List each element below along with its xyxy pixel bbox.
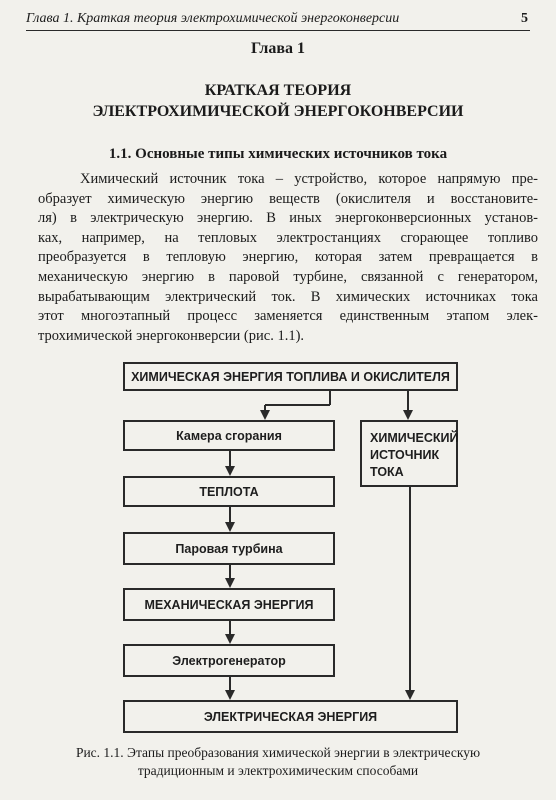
side-box-line-3: ТОКА bbox=[370, 465, 404, 479]
top-box-chemical-energy: ХИМИЧЕСКАЯ ЭНЕРГИЯ ТОПЛИВА И ОКИСЛИТЕЛЯ bbox=[123, 362, 458, 391]
paragraph-line: образует химическую энергию веществ (окислителя и восстановите- bbox=[38, 190, 538, 207]
side-box-line-1: ХИМИЧЕСКИЙ bbox=[370, 431, 459, 445]
section-heading: 1.1. Основные типы химических источников тока bbox=[108, 146, 448, 162]
side-box-line-2: ИСТОЧНИК bbox=[370, 448, 440, 462]
side-box-chemical-source bbox=[360, 420, 458, 487]
chapter-label: Глава 1 bbox=[251, 40, 305, 57]
step-combustion-chamber: Камера сгорания bbox=[123, 420, 335, 451]
paragraph-line: механическую энергию в паровой турбине, связанной с генератором, bbox=[38, 268, 538, 285]
figure-caption bbox=[0, 744, 556, 780]
chapter-title-line-2: ЭЛЕКТРОХИМИЧЕСКОЙ ЭНЕРГОКОНВЕРСИИ bbox=[92, 103, 464, 120]
bottom-box-electric-energy: ЭЛЕКТРИЧЕСКАЯ ЭНЕРГИЯ bbox=[123, 700, 458, 733]
caption-line-2: традиционным и электрохимическим способами bbox=[137, 763, 419, 778]
paragraph-line: преобразуется в тепловую энергию, которая затем превращается в bbox=[38, 249, 538, 266]
chapter-title-line-1: КРАТКАЯ ТЕОРИЯ bbox=[204, 82, 352, 99]
running-head-title: Глава 1. Краткая теория электрохимической энергоконверсии bbox=[26, 11, 400, 26]
step-steam-turbine: Паровая турбина bbox=[123, 532, 335, 565]
paragraph-line: вырабатывающим электрический ток. В химических источниках тока bbox=[38, 288, 538, 305]
paragraph-line: трохимической энергоконверсии (рис. 1.1). bbox=[38, 327, 305, 344]
paragraph-line: ля) в электрическую энергию. В иных энергоконверсионных установ- bbox=[38, 210, 538, 227]
step-mechanical-energy: МЕХАНИЧЕСКАЯ ЭНЕРГИЯ bbox=[123, 588, 335, 621]
step-electric-generator: Электрогенератор bbox=[123, 644, 335, 677]
page-number: 5 bbox=[521, 11, 528, 26]
caption-line-1: Рис. 1.1. Этапы преобразования химической энергии в электрическую bbox=[75, 745, 481, 760]
paragraph-line: Химический источник тока – устройство, которое напрямую пре- bbox=[80, 171, 538, 187]
paragraph-line: ках, например, на тепловых электростанциях сгорающее топливо bbox=[38, 229, 538, 246]
step-heat: ТЕПЛОТА bbox=[123, 476, 335, 507]
paragraph-line: этот многоэтапный процесс заменяется единственным этапом элек- bbox=[38, 308, 538, 325]
